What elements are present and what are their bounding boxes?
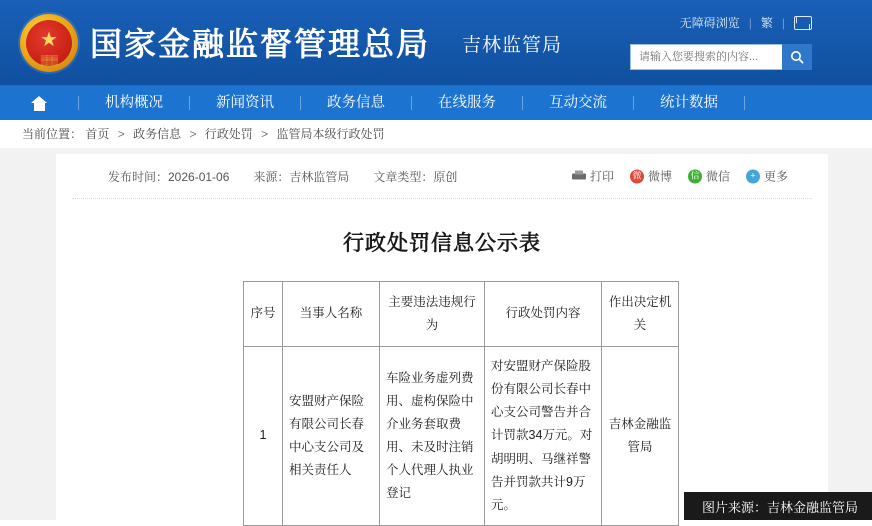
article-type: 文章类型：原创: [373, 169, 458, 184]
table-header-authority: 作出决定机关: [602, 282, 679, 347]
publish-date: 发布时间：2026-01-06: [108, 169, 230, 184]
weixin-label: 微信: [705, 169, 730, 184]
home-icon: [31, 96, 48, 111]
table-row: [244, 347, 679, 526]
site-subtitle: 吉林监管局: [462, 35, 563, 56]
table-header-row: [244, 282, 679, 347]
weixin-icon: 信: [688, 169, 702, 183]
mail-icon[interactable]: [794, 16, 812, 30]
article-meta: [72, 154, 812, 199]
breadcrumb-item-penalty[interactable]: 行政处罚: [204, 127, 253, 141]
nav-item-home[interactable]: [0, 86, 78, 120]
table-header-num: 序号: [244, 282, 283, 347]
penalty-table: [243, 281, 679, 526]
accessibility-link[interactable]: 无障碍浏览: [679, 16, 740, 30]
more-label: 更多: [763, 169, 788, 184]
print-button[interactable]: [572, 168, 614, 185]
breadcrumb-label: 当前位置：: [22, 127, 83, 141]
page-body: [0, 148, 872, 520]
search-button[interactable]: [782, 44, 812, 70]
breadcrumb-item-home[interactable]: 首页: [85, 127, 110, 141]
nav-item-statistics[interactable]: 统计数据: [660, 95, 718, 111]
weixin-share-button[interactable]: [688, 168, 730, 185]
table-header-penalty: 行政处罚内容: [485, 282, 602, 347]
breadcrumb: [0, 120, 872, 148]
table-header-violation: 主要违法违规行为: [380, 282, 485, 347]
breadcrumb-separator: >: [189, 127, 197, 141]
breadcrumb-separator: >: [261, 127, 269, 141]
article-card: [56, 154, 828, 520]
search-box: [630, 44, 812, 70]
emblem-star-icon: ★: [40, 28, 58, 51]
breadcrumb-item-government-info[interactable]: 政务信息: [133, 127, 182, 141]
nav-item-institution[interactable]: 机构概况: [105, 95, 163, 111]
nav-item-government-info[interactable]: 政务信息: [327, 95, 385, 111]
weibo-label: 微博: [647, 169, 672, 184]
cell-penalty: 对安盟财产保险股份有限公司长春中心支公司警告并合计罚款34万元。对胡明明、马继祥警告并罚款共计9万元。: [485, 347, 602, 526]
printer-icon: [572, 170, 586, 182]
table-header-party: 当事人名称: [283, 282, 380, 347]
print-label: 打印: [589, 169, 614, 184]
breadcrumb-separator: >: [117, 127, 125, 141]
top-links-separator: |: [748, 15, 752, 30]
nav-item-online-service[interactable]: 在线服务: [438, 95, 496, 111]
main-nav: [0, 86, 872, 120]
more-share-button[interactable]: [746, 168, 788, 185]
cell-party-name: 安盟财产保险有限公司长春中心支公司及相关责任人: [283, 347, 380, 526]
top-links-separator-2: |: [781, 15, 785, 30]
top-links: [680, 14, 812, 31]
nav-item-news[interactable]: 新闻资讯: [216, 95, 274, 111]
site-title: 国家金融监督管理总局: [90, 25, 431, 63]
cell-num: 1: [244, 347, 283, 526]
nav-divider: [744, 96, 745, 110]
weibo-share-button[interactable]: [630, 168, 672, 185]
breadcrumb-item-bureau-penalty[interactable]: 监管局本级行政处罚: [276, 127, 385, 141]
weibo-icon: 微: [630, 169, 644, 183]
search-icon: [790, 50, 804, 64]
emblem-wheat-icon: ▒▒▒: [40, 55, 58, 65]
more-icon: +: [746, 169, 760, 183]
national-emblem-icon: [20, 14, 78, 72]
cell-authority: 吉林金融监管局: [602, 347, 679, 526]
traditional-chinese-link[interactable]: 繁: [760, 16, 773, 30]
image-source-text: 图片来源：吉林金融监管局: [701, 499, 858, 515]
page-title: 行政处罚信息公示表: [343, 232, 541, 255]
penalty-table-wrapper: [243, 281, 672, 526]
cell-violation: 车险业务虚列费用、虚构保险中介业务套取费用、未及时注销个人代理人执业登记: [380, 347, 485, 526]
site-header: [0, 0, 872, 86]
nav-item-interaction[interactable]: 互动交流: [549, 95, 607, 111]
image-source-watermark: [684, 492, 872, 520]
article-source: 来源：吉林监管局: [253, 169, 350, 184]
search-input[interactable]: [630, 44, 782, 70]
share-group: [572, 168, 788, 185]
